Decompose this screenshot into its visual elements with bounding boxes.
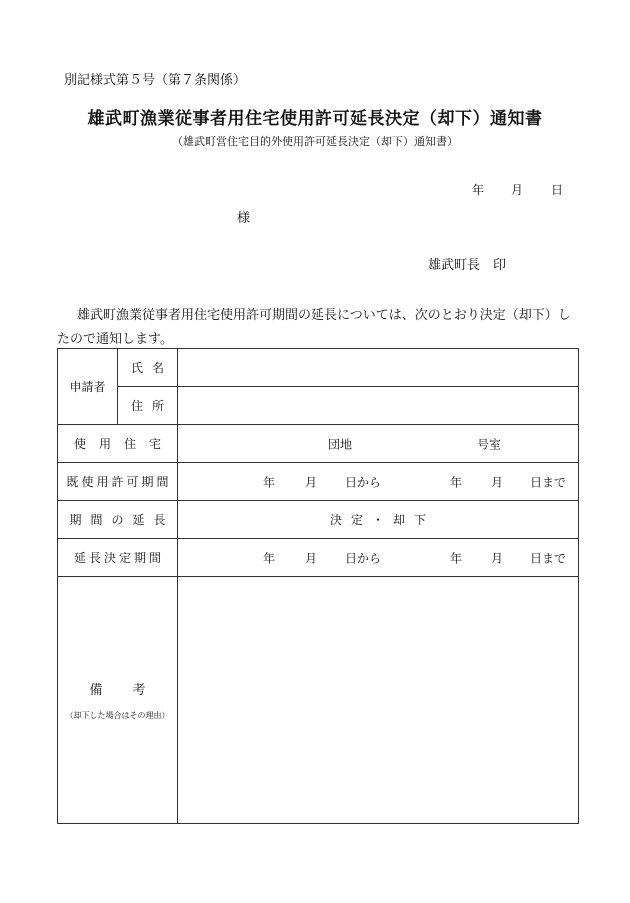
ext-period-field[interactable] xyxy=(178,539,579,577)
ext-end-month: 月 xyxy=(491,551,504,565)
address-label-cell xyxy=(118,387,178,425)
date-month-label: 月 xyxy=(511,183,524,197)
residence-label-cell xyxy=(58,425,178,463)
decision-options: 決定・却下 xyxy=(329,513,435,527)
remarks-label-cell xyxy=(58,577,178,824)
ext-start-month: 月 xyxy=(305,551,318,565)
applicant-label: 申請者 xyxy=(69,380,106,394)
prior-start-year: 年 xyxy=(263,475,276,489)
ext-period-label-cell xyxy=(58,539,178,577)
date-day-label: 日 xyxy=(551,183,564,197)
residence-label: 使用住宅 xyxy=(73,437,174,451)
document-subtitle: （雄武町営住宅目的外使用許可延長決定（却下）通知書） xyxy=(172,135,458,148)
name-label-cell xyxy=(118,349,178,387)
remarks-label: 備考 xyxy=(89,683,176,698)
remarks-note: （却下した場合はその理由） xyxy=(65,711,170,720)
document-title: 雄武町漁業従事者用住宅使用許可延長決定（却下）通知書 xyxy=(87,109,543,129)
remarks-field[interactable] xyxy=(178,577,579,824)
address-label: 住所 xyxy=(130,399,173,413)
ext-end-year: 年 xyxy=(450,551,463,565)
address-field[interactable] xyxy=(178,387,579,425)
form-number-label: 別記様式第５号（第７条関係） xyxy=(64,73,247,88)
name-field[interactable] xyxy=(178,349,579,387)
danchi-label: 団地 xyxy=(328,437,353,451)
intro-text-line-2: たので通知します。 xyxy=(57,332,173,347)
prior-end-until: 日まで xyxy=(530,475,567,489)
room-number-label: 号室 xyxy=(477,437,502,451)
notice-form-table xyxy=(57,348,579,824)
extension-label: 期間の延長 xyxy=(69,513,175,527)
date-year-label: 年 xyxy=(472,183,485,197)
issuer-seal-line: 雄武町長 印 xyxy=(428,258,507,273)
prior-end-year: 年 xyxy=(450,475,463,489)
intro-text-line-1: 雄武町漁業従事者用住宅使用許可期間の延長については、次のとおり決定（却下）し xyxy=(77,308,571,323)
residence-field[interactable] xyxy=(178,425,579,463)
addressee-suffix: 様 xyxy=(237,211,251,226)
prior-period-field[interactable] xyxy=(178,463,579,501)
prior-start-month: 月 xyxy=(305,475,318,489)
prior-start-from: 日から xyxy=(345,475,382,489)
ext-period-label: 延長決定期間 xyxy=(73,551,164,565)
applicant-label-cell xyxy=(58,349,118,425)
extension-label-cell xyxy=(58,501,178,539)
prior-end-month: 月 xyxy=(491,475,504,489)
decision-field[interactable] xyxy=(178,501,579,539)
prior-period-label: 既使用許可期間 xyxy=(66,475,172,489)
name-label: 氏名 xyxy=(130,361,173,375)
ext-end-until: 日まで xyxy=(530,551,567,565)
prior-period-label-cell xyxy=(58,463,178,501)
ext-start-from: 日から xyxy=(345,551,382,565)
ext-start-year: 年 xyxy=(263,551,276,565)
